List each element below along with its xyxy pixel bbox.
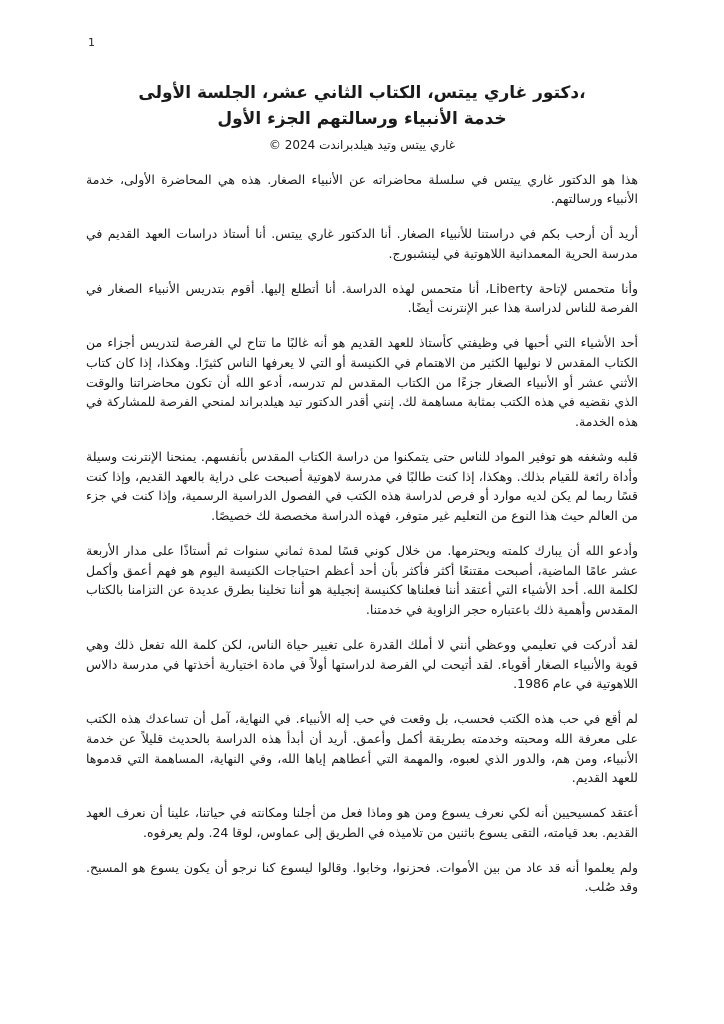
paragraph-10: ولم يعلموا أنه قد عاد من بين الأموات. فحزنوا، وخابوا. وقالوا ليسوع كنا نرجو أن يكون يسوع هو المسيح. وقد صُلب.: [86, 859, 638, 895]
document-title-line1: ،دكتور غاري ييتس، الكتاب الثاني عشر، الجلسة الأولى: [138, 83, 586, 103]
paragraph-5: قلبه وشغفه هو توفير المواد للناس حتى يتمكنوا من دراسة الكتاب المقدس بأنفسهم. يمنحنا الإنترنت وسيلة وأداة رائعة للقيام بذلك. وهكذا، إذا كنت طالبًا في مدرسة لاهوتية أصبحت على دراية بالعهد القديم، وإذا كنت قسًا ربما لم يكن لديه موارد أو فرص لدراسة هذه الكتب في الفصول الدراسية الرسمية، وإذا كنت في جزء من العالم حيث هذا النوع من التعليم غير متوفر، فهذه الدراسة مخصصة لك خصيصًا.: [86, 448, 638, 524]
document-title-line2: خدمة الأنبياء ورسالتهم الجزء الأول: [217, 109, 507, 130]
paragraph-8: لم أقع في حب هذه الكتب فحسب، بل وقعت في حب إله الأنبياء. في النهاية، آمل أن تساعدك هذه الكتب على معرفة الله ومحبته وخدمته بطريقة أكمل وأعمق. أريد أن أبدأ هذه الدراسة بالحديث قليلاً عن خدمة الأنبياء، ومن هم، والدور الذي لعبوه، والمهمة التي أعطاهم إياها الله، وفي النهاية، المساهمة التي قدموها للعهد القديم.: [86, 711, 638, 786]
copyright-byline: غاري ييتس وتيد هيلدبراندت 2024 ©: [268, 137, 456, 152]
document-body: [86, 170, 638, 898]
paragraph-4: أحد الأشياء التي أحبها في وظيفتي كأستاذ للعهد القديم هو أنه غالبًا ما تتاح لي الفرصة لتدريس أجزاء من الكتاب المقدس لا نوليها الكثير من الاهتمام في الكنيسة أو التي لا يعرفها الناس كثيرًا. وهكذا، إذا كان كتاب الأثني عشر أو الأنبياء الصغار جزءًا من الكتاب المقدس لم تدرسه، أدعو الله أن تكون محاضراتنا والوقت الذي نقضيه في هذه الكتب بمثابة مساهمة لك. إنني أقدر الدكتور تيد هيلدبراند لمنحي الفرصة للمشاركة في هذه الخدمة.: [86, 335, 638, 430]
paragraph-7: لقد أدركت في تعليمي ووعظي أنني لا أملك القدرة على تغيير حياة الناس، لكن كلمة الله تفعل ذلك وهي قوية والأنبياء الصغار أقوياء. لقد أتيحت لي الفرصة لدراستها أولاً في مادة اختيارية أخذتها في مدرسة دالاس اللاهوتية في عام 1986.: [86, 636, 638, 692]
paragraph-1: هذا هو الدكتور غاري ييتس في سلسلة محاضراته عن الأنبياء الصغار. هذه هي المحاضرة الأولى، خدمة الأنبياء ورسالتهم.: [86, 171, 638, 207]
title-block: [86, 80, 638, 152]
paragraph-9: أعتقد كمسيحيين أنه لكي نعرف يسوع ومن هو وماذا فعل من أجلنا ومكانته في حياتنا، علينا أن نعرف العهد القديم. بعد قيامته، التقى يسوع باثنين من تلاميذه في الطريق إلى عماوس، لوقا 24. ولم يعرفوه.: [86, 805, 638, 840]
paragraph-3: وأنا متحمس لإتاحة Liberty، أنا متحمس لهذه الدراسة. أنا أتطلع إليها. أقوم بتدريس الأنبياء الصغار في الفرصة للناس لدراسة هذا عبر الإنترنت أيضًا.: [86, 280, 638, 316]
paragraph-6: وأدعو الله أن يبارك كلمته ويحترمها. من خلال كوني قسًا لمدة ثماني سنوات ثم أستاذًا على مدار الأربعة عشر عامًا الماضية، أصبحت مقتنعًا أكثر فأكثر بأن أحد أعظم احتياجات الكنيسة اليوم هو فهم أعمق وأكمل لكلمة الله. أحد الأشياء التي أعتقد أننا فعلناها ككنيسة إنجيلية هو أننا تخلينا بطرق عديدة عن التزامنا بالكتاب المقدس وأهمية ذلك باعتباره حجر الزاوية في خدمتنا.: [86, 542, 638, 618]
paragraph-2: أريد أن أرحب بكم في دراستنا للأنبياء الصغار. أنا الدكتور غاري ييتس. أنا أستاذ دراسات العهد القديم في مدرسة الحرية المعمدانية اللاهوتية في لينشبورج.: [86, 226, 638, 261]
page-number: 1: [88, 36, 95, 49]
